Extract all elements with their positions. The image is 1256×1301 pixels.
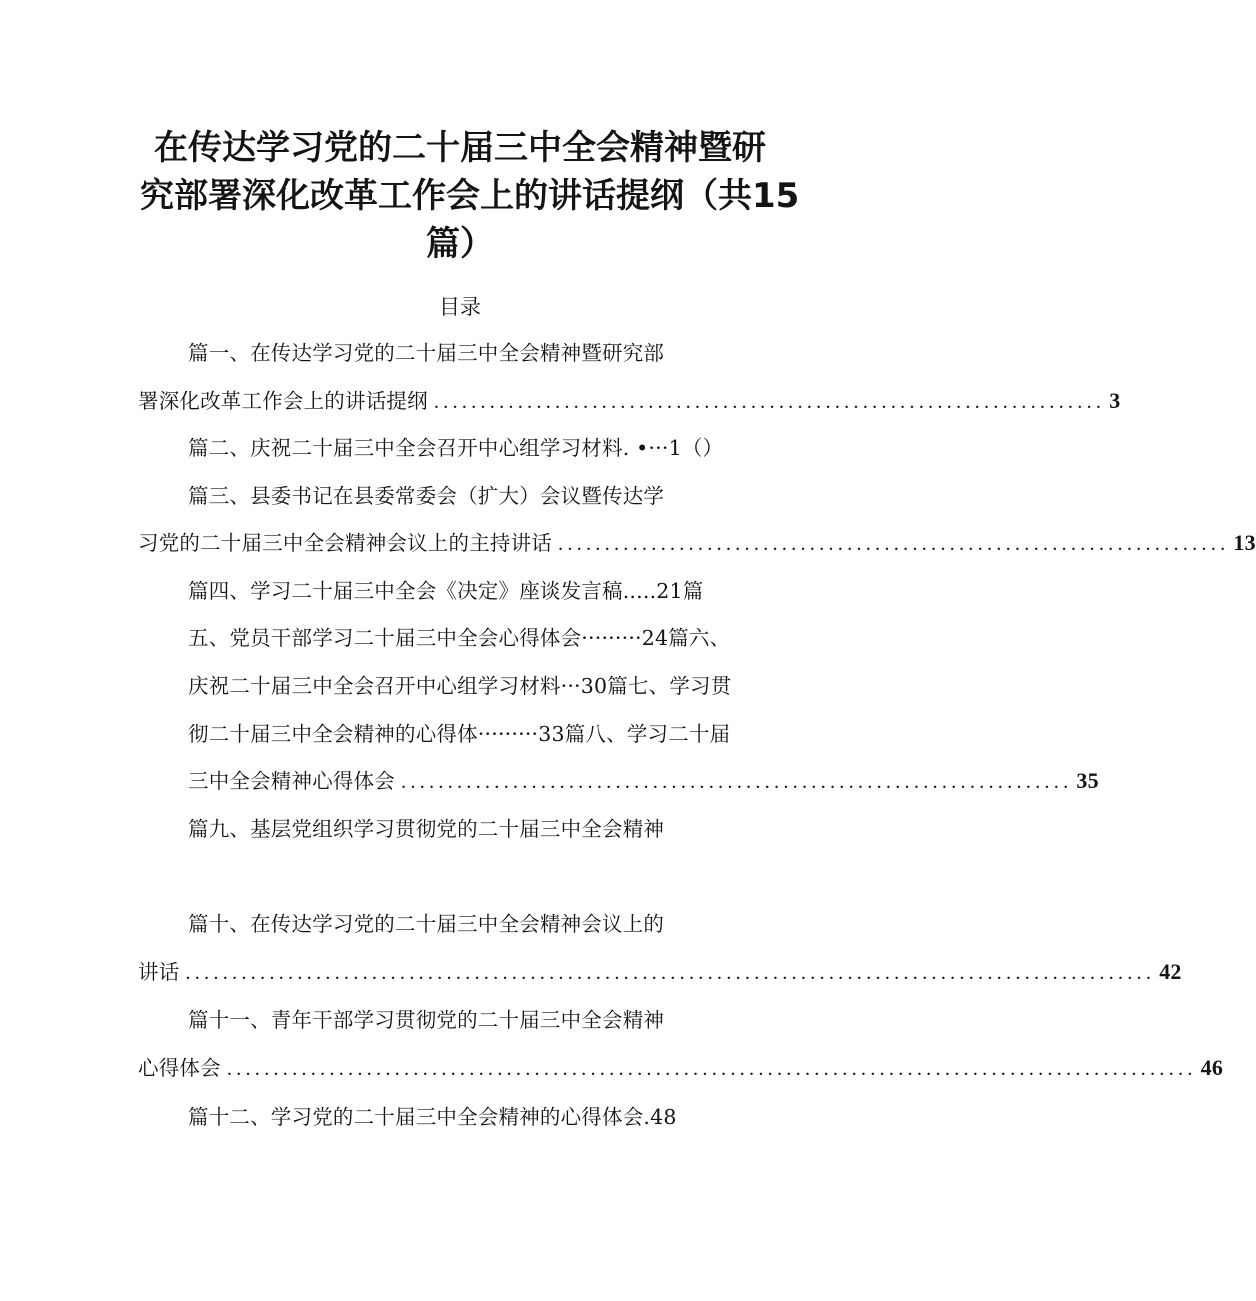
- toc-entry-text: 三中全会精神心得体会: [188, 769, 395, 793]
- document-title-line-2: 究部署深化改革工作会上的讲话提纲（共15: [140, 176, 800, 216]
- toc-page-number: 42: [1159, 959, 1182, 984]
- toc-entry-3-line-2[interactable]: [138, 528, 1256, 559]
- toc-entry-2[interactable]: 篇二、庆祝二十届三中全会召开中心组学习材料. •···1（）: [188, 436, 724, 460]
- toc-leader-dots: ........................................................................................................: [185, 962, 1156, 984]
- toc-entry-3-line-1[interactable]: 篇三、县委书记在县委常委会（扩大）会议暨传达学: [188, 484, 665, 508]
- toc-entry-9[interactable]: 篇九、基层党组织学习贯彻党的二十届三中全会精神: [188, 817, 665, 841]
- toc-heading: 目录: [439, 295, 481, 319]
- toc-entry-text: 讲话: [138, 960, 180, 984]
- toc-leader-dots: ........................................................................: [558, 533, 1230, 555]
- toc-page-number: 13: [1233, 530, 1256, 555]
- document-title-line-1: 在传达学习党的二十届三中全会精神暨研: [154, 128, 766, 168]
- toc-entry-text: 习党的二十届三中全会精神会议上的主持讲话: [138, 531, 552, 555]
- toc-entry-7[interactable]: 彻二十届三中全会精神的心得体·········33篇八、学习二十届: [188, 722, 731, 746]
- toc-entry-5[interactable]: 五、党员干部学习二十届三中全会心得体会·········24篇六、: [188, 626, 731, 650]
- document-title-line-3: 篇）: [426, 224, 494, 264]
- toc-entry-11-line-1[interactable]: 篇十一、青年干部学习贯彻党的二十届三中全会精神: [188, 1008, 665, 1032]
- toc-leader-dots: ........................................................................: [401, 771, 1073, 793]
- toc-entry-12[interactable]: 篇十二、学习党的二十届三中全会精神的心得体会.48: [188, 1105, 677, 1129]
- toc-entry-4[interactable]: 篇四、学习二十届三中全会《决定》座谈发言稿.....21篇: [188, 579, 704, 603]
- toc-entry-text: 心得体会: [138, 1056, 221, 1080]
- toc-entry-text: 署深化改革工作会上的讲话提纲: [138, 389, 428, 413]
- toc-entry-1-line-1[interactable]: 篇一、在传达学习党的二十届三中全会精神暨研究部: [188, 341, 665, 365]
- toc-entry-1-line-2[interactable]: [138, 386, 1121, 417]
- toc-leader-dots: ........................................................................................................: [226, 1058, 1197, 1080]
- toc-entry-6[interactable]: 庆祝二十届三中全会召开中心组学习材料···30篇七、学习贯: [188, 674, 732, 698]
- toc-page-number: 35: [1076, 768, 1099, 793]
- toc-page-number: 46: [1200, 1055, 1224, 1080]
- toc-entry-11-line-2[interactable]: [138, 1053, 1224, 1084]
- toc-page-number: 3: [1109, 388, 1121, 413]
- toc-entry-10-line-1[interactable]: 篇十、在传达学习党的二十届三中全会精神会议上的: [188, 912, 665, 936]
- toc-entry-8[interactable]: [188, 766, 1099, 797]
- toc-leader-dots: ........................................................................: [433, 391, 1106, 413]
- toc-entry-10-line-2[interactable]: [138, 957, 1182, 988]
